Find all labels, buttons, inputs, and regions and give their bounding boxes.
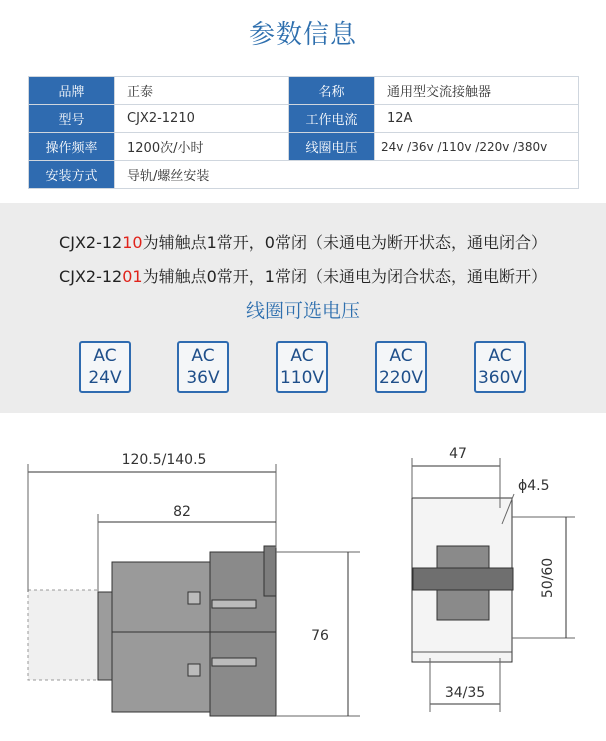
dim-side-width: 120.5/140.5 xyxy=(121,452,207,468)
note-line-2 xyxy=(0,264,606,287)
param-key: 安装方式 xyxy=(29,161,115,189)
dimension-drawings xyxy=(0,420,606,741)
voltage-option xyxy=(375,341,427,393)
page-title: 参数信息 xyxy=(248,20,357,50)
note-highlight: 01 xyxy=(122,267,143,286)
table-row xyxy=(29,161,579,189)
table-row xyxy=(29,77,579,105)
param-value: 12A xyxy=(375,105,579,133)
voltage-type: AC xyxy=(488,346,512,366)
param-value: CJX2-1210 xyxy=(115,105,289,133)
note-model: CJX2-12 xyxy=(59,267,123,286)
param-key: 操作频率 xyxy=(29,133,115,161)
table-row xyxy=(29,133,579,161)
voltage-value: 220V xyxy=(378,368,424,388)
dim-front-bottom: 34/35 xyxy=(444,685,486,701)
side-view-drawing xyxy=(28,464,360,716)
voltage-type: AC xyxy=(93,346,117,366)
param-key: 名称 xyxy=(289,77,375,105)
voltage-value: 110V xyxy=(279,368,325,388)
param-value: 正泰 xyxy=(115,77,289,105)
parameter-table xyxy=(28,76,579,189)
voltage-type: AC xyxy=(389,346,413,366)
param-value: 24v /36v /110v /220v /380v xyxy=(375,133,579,161)
param-value: 导轨/螺丝安装 xyxy=(115,161,579,189)
voltage-option xyxy=(474,341,526,393)
dim-front-height: 50/60 xyxy=(540,557,556,599)
note-text: 为辅触点1常开，0常闭（未通电为断开状态，通电闭合） xyxy=(142,233,547,252)
param-key: 线圈电压 xyxy=(289,133,375,161)
dim-front-width: 47 xyxy=(449,446,467,462)
note-line-1 xyxy=(0,230,606,253)
voltage-value: 36V xyxy=(186,368,220,388)
param-value: 1200次/小时 xyxy=(115,133,289,161)
voltage-type: AC xyxy=(191,346,215,366)
voltage-option xyxy=(177,341,229,393)
dim-side-height: 76 xyxy=(311,628,329,644)
note-text: 为辅触点0常开，1常闭（未通电为闭合状态，通电断开） xyxy=(142,267,547,286)
voltage-option xyxy=(79,341,131,393)
voltage-type: AC xyxy=(290,346,314,366)
param-key: 品牌 xyxy=(29,77,115,105)
param-key: 工作电流 xyxy=(289,105,375,133)
param-key: 型号 xyxy=(29,105,115,133)
dim-hole: ϕ4.5 xyxy=(518,478,550,494)
note-highlight: 10 xyxy=(122,233,143,252)
voltage-value: 360V xyxy=(477,368,523,388)
table-row xyxy=(29,105,579,133)
voltage-option xyxy=(276,341,328,393)
voltage-value: 24V xyxy=(88,368,122,388)
param-value: 通用型交流接触器 xyxy=(375,77,579,105)
coil-voltage-title: 线圈可选电压 xyxy=(245,300,360,322)
note-model: CJX2-12 xyxy=(59,233,123,252)
dim-side-body: 82 xyxy=(173,504,191,520)
